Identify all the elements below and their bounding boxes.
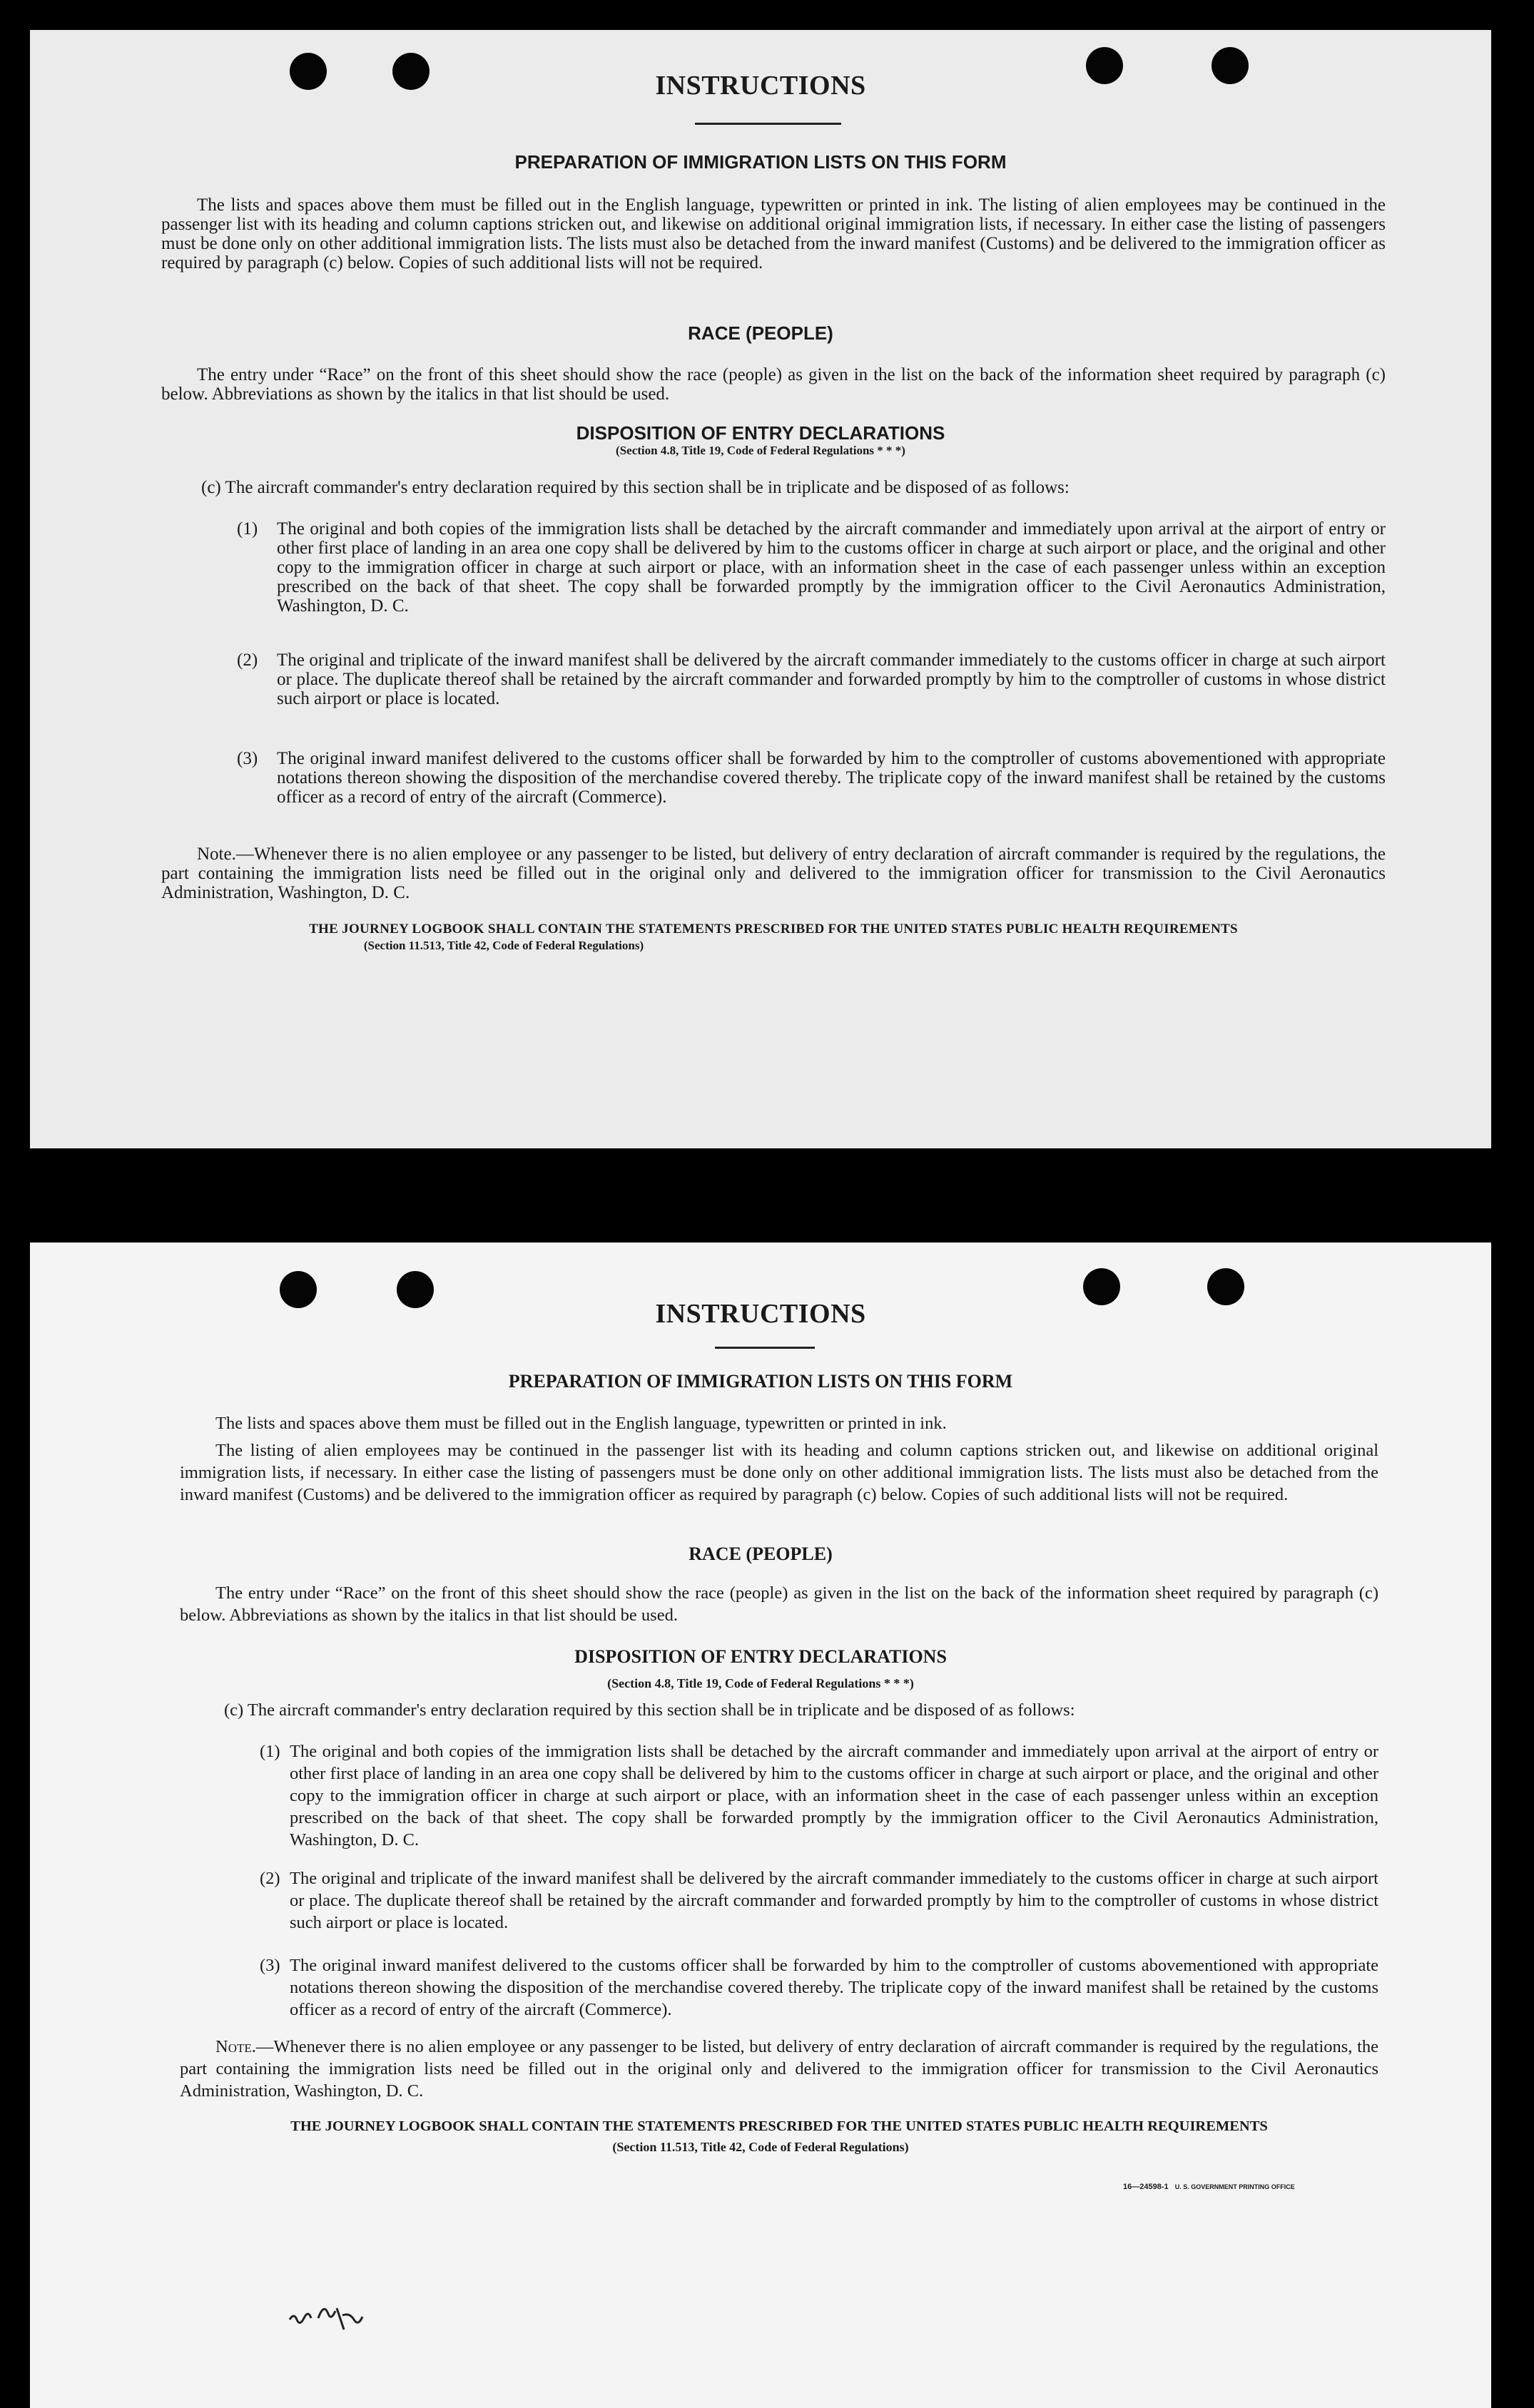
section-heading-disposition: DISPOSITION OF ENTRY DECLARATIONS bbox=[576, 422, 945, 444]
section-text-race: The entry under “Race” on the front of this sheet should show the race (people) as given in the list on the back of the information sheet required by paragraph (c) below. Abbreviations as shown by the italics in that list should be used. bbox=[161, 365, 1386, 404]
form-sheet-bottom bbox=[30, 1243, 1491, 2408]
footer-requirements: THE JOURNEY LOGBOOK SHALL CONTAIN THE STATEMENTS PRESCRIBED FOR THE UNITED STATES PUBLIC HEALTH REQUIREMENTS bbox=[290, 2118, 1268, 2134]
handwritten-mark bbox=[287, 2298, 372, 2341]
note-body: —Whenever there is no alien employee or any passenger to be listed, but delivery of entry declaration of aircraft commander is required by the regulations, the part containing the immigration lists need be filled out in the original only and delivered to the immigration officer for transmission to the Civil Aeronautics Administration, Washington, D. C. bbox=[180, 2037, 1378, 2101]
section-intro-disposition: (c) The aircraft commander's entry declaration required by this section shall be in triplicate and be disposed of as follows: bbox=[224, 1700, 1075, 1720]
section-text-race: The entry under “Race” on the front of this sheet should show the race (people) as given in the list on the back of the information sheet required by paragraph (c) below. Abbreviations as shown by the italics in that list should be used. bbox=[180, 1583, 1378, 1625]
form-sheet-top bbox=[30, 30, 1491, 1148]
page-title: INSTRUCTIONS bbox=[655, 71, 866, 101]
note-label: Note. bbox=[215, 2037, 256, 2056]
section-subheading-disposition: (Section 4.8, Title 19, Code of Federal Regulations * * *) bbox=[616, 444, 905, 457]
print-code bbox=[1123, 2183, 1295, 2191]
list-item-number: (3) bbox=[260, 1956, 280, 1975]
print-code-number: 16—24598-1 bbox=[1123, 2183, 1169, 2191]
page-title: INSTRUCTIONS bbox=[655, 1299, 866, 1329]
list-item-number: (1) bbox=[237, 519, 258, 539]
list-item-number: (2) bbox=[260, 1869, 280, 1888]
list-item-text: The original and both copies of the immigration lists shall be detached by the aircraft commander and immediately upon arrival at the airport of entry or other first place of landing in an area one copy shall be delivered by him to the customs officer in charge at such airport or place, and the original and other copy to the immigration officer in charge at such airport or place, with an information sheet in the case of each passenger unless within an exception prescribed on the back of that sheet. The copy shall be forwarded promptly by the immigration officer to the Civil Aeronautics Administration, Washington, D. C. bbox=[290, 1742, 1378, 1850]
list-item bbox=[260, 1867, 1378, 1939]
section-heading-race: RACE (PEOPLE) bbox=[689, 1544, 833, 1564]
printer-name: U. S. GOVERNMENT PRINTING OFFICE bbox=[1174, 2183, 1295, 2190]
list-item bbox=[260, 1954, 1378, 2026]
list-item-text: The original inward manifest delivered to the customs officer shall be forwarded by him to the comptroller of customs abovementioned with appropriate notations thereon showing the disposition of the merchandise covered thereby. The triplicate copy of the inward manifest shall be retained by the customs officer as a record of entry of the aircraft (Commerce). bbox=[290, 1956, 1378, 2019]
footer-citation: (Section 11.513, Title 42, Code of Federal Regulations) bbox=[363, 939, 644, 952]
list-item-text: The original and both copies of the immigration lists shall be detached by the aircraft commander and immediately upon arrival at the airport of entry or other first place of landing in an area one copy shall be delivered by him to the customs officer in charge at such airport or place, and the original and other copy to the immigration officer in charge at such airport or place, with an information sheet in the case of each passenger unless within an exception prescribed on the back of that sheet. The copy shall be forwarded promptly by the immigration officer to the Civil Aeronautics Administration, Washington, D. C. bbox=[277, 519, 1386, 616]
list-item bbox=[237, 651, 1386, 729]
title-underline bbox=[695, 123, 841, 125]
list-item-text: The original inward manifest delivered to the customs officer shall be forwarded by him to the comptroller of customs abovementioned with appropriate notations thereon showing the disposition of the merchandise covered thereby. The triplicate copy of the inward manifest shall be retained by the customs officer as a record of entry of the aircraft (Commerce). bbox=[277, 749, 1386, 807]
list-item bbox=[260, 1740, 1378, 1855]
section-text-preparation: The lists and spaces above them must be filled out in the English language, typewritten or printed in ink. The listing of alien employees may be continued in the passenger list with its heading and column captions stricken out, and likewise on additional original immigration lists, if necessary. In either case the listing of passengers must be done only on other additional immigration lists. The lists must also be detached from the inward manifest (Customs) and be delivered to the immigration officer as required by paragraph (c) below. Copies of such additional lists will not be required. bbox=[161, 195, 1386, 272]
list-item bbox=[237, 749, 1386, 827]
list-item-text: The original and triplicate of the inward manifest shall be delivered by the aircraft commander immediately to the customs officer in charge at such airport or place. The duplicate thereof shall be retained by the aircraft commander and forwarded promptly by him to the comptroller of customs in whose district such airport or place is located. bbox=[290, 1869, 1378, 1932]
note-text bbox=[180, 2036, 1378, 2102]
footer-requirements: THE JOURNEY LOGBOOK SHALL CONTAIN THE STATEMENTS PRESCRIBED FOR THE UNITED STATES PUBLIC HEALTH REQUIREMENTS bbox=[309, 922, 1238, 937]
note-text: Note.—Whenever there is no alien employee or any passenger to be listed, but delivery of entry declaration of aircraft commander is required by the regulations, the part containing the immigration lists need be filled out in the original only and delivered to the immigration officer for transmission to the Civil Aeronautics Administration, Washington, D. C. bbox=[161, 845, 1386, 902]
section-subheading-disposition: (Section 4.8, Title 19, Code of Federal Regulations * * *) bbox=[607, 1676, 914, 1690]
list-item-number: (1) bbox=[260, 1742, 280, 1761]
list-item-number: (3) bbox=[237, 749, 258, 768]
section-heading-preparation: PREPARATION OF IMMIGRATION LISTS ON THIS FORM bbox=[508, 1371, 1013, 1392]
section-heading-race: RACE (PEOPLE) bbox=[688, 322, 833, 344]
section-intro-disposition: (c) The aircraft commander's entry declaration required by this section shall be in triplicate and be disposed of as follows: bbox=[201, 478, 1070, 497]
list-item-text: The original and triplicate of the inward manifest shall be delivered by the aircraft commander immediately to the customs officer in charge at such airport or place. The duplicate thereof shall be retained by the aircraft commander and forwarded promptly by him to the comptroller of customs in whose district such airport or place is located. bbox=[277, 651, 1386, 708]
list-item-number: (2) bbox=[237, 651, 258, 670]
section-heading-disposition: DISPOSITION OF ENTRY DECLARATIONS bbox=[574, 1646, 947, 1667]
section-text-preparation-1: The lists and spaces above them must be filled out in the English language, typewritten or printed in ink. bbox=[215, 1414, 947, 1433]
footer-citation: (Section 11.513, Title 42, Code of Federal Regulations) bbox=[612, 2140, 909, 2154]
list-item bbox=[237, 519, 1386, 641]
section-text-preparation-2: The listing of alien employees may be continued in the passenger list with its heading and column captions stricken out, and likewise on additional original immigration lists, if necessary. In either case the listing of passengers must be done only on other additional immigration lists. The lists must also be detached from the inward manifest (Customs) and be delivered to the immigration officer as required by paragraph (c) below. Copies of such additional lists will not be required. bbox=[180, 1441, 1378, 1504]
section-heading-preparation: PREPARATION OF IMMIGRATION LISTS ON THIS FORM bbox=[514, 151, 1007, 173]
title-underline bbox=[715, 1347, 815, 1349]
